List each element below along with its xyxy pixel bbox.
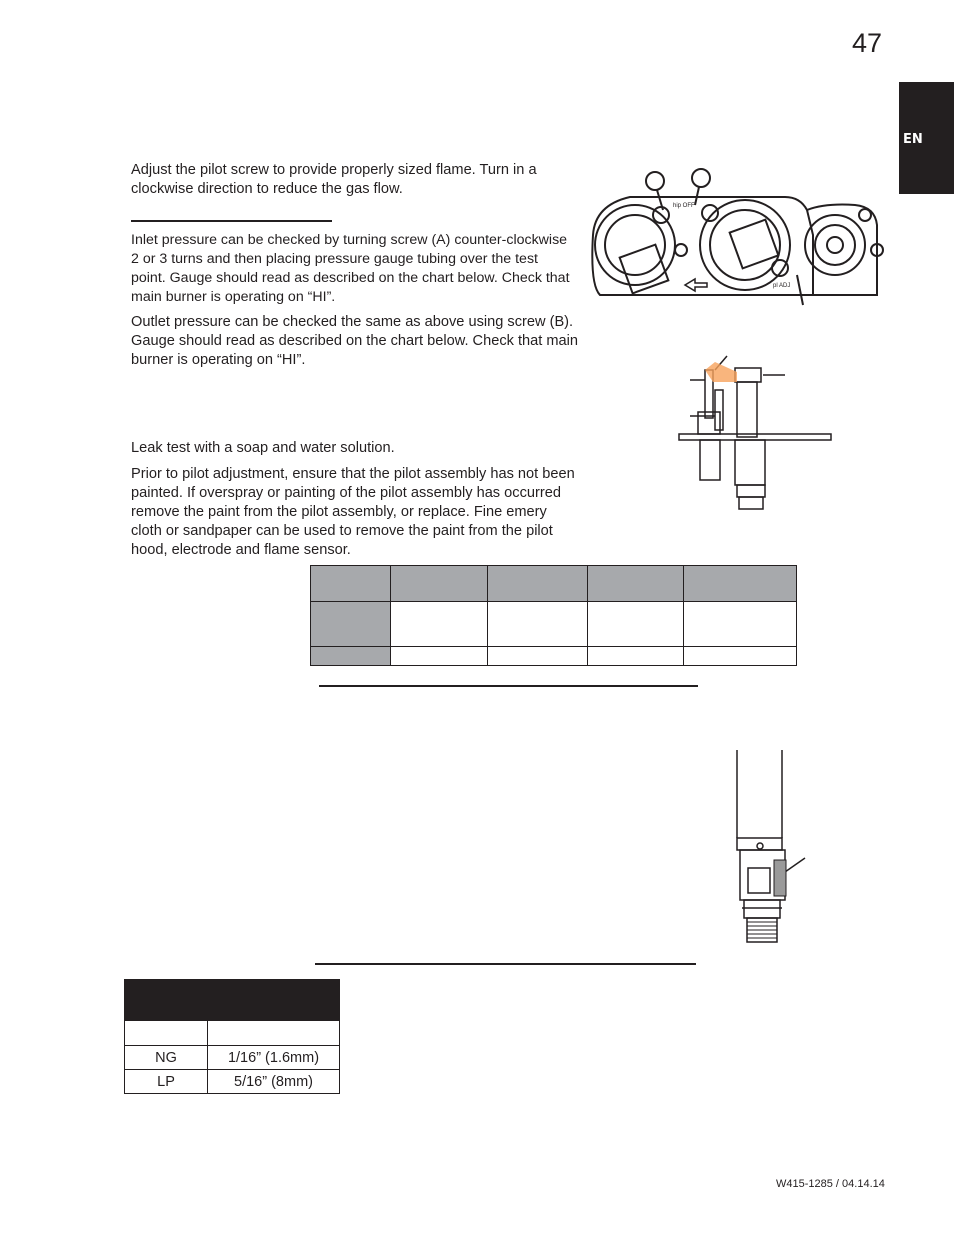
valve-print-hi-off: hip OFF — [673, 203, 695, 209]
burner-orifice-diagram — [730, 750, 810, 945]
opening-value: 1/16” (1.6mm) — [208, 1046, 340, 1070]
table-cell — [487, 647, 587, 666]
table-cell — [683, 566, 796, 602]
pilot-paint-text: Prior to pilot adjustment, ensure that the pilot assembly has not been painted. If overspray or painting of the pilot assembly has occurred remove the paint from the pilot assembly, or replace. Fine emery cloth or sandpaper can be used to remove the paint from the pilot hood, electrode and flame sensor. — [131, 466, 575, 558]
table-cell — [391, 602, 487, 647]
table-cell — [125, 1021, 208, 1046]
fuel-type: LP — [125, 1070, 208, 1094]
table-cell — [208, 1021, 340, 1046]
table-cell — [391, 647, 487, 666]
pilot-hood — [735, 368, 761, 382]
opening-table — [124, 979, 340, 1094]
outlet-pressure-text: Outlet pressure can be checked the same as above using screw (B). Gauge should read as described on the chart below. Check that main burner is operating on “HI”. — [131, 314, 579, 368]
inlet-pressure-text: Inlet pressure can be checked by turning screw (A) counter-clockwise 2 or 3 turns and then placing pressure gauge tubing over the test point. Gauge should read as described on the chart below. Check that main burner is operating on “HI”. — [131, 232, 570, 305]
table-cell — [587, 647, 683, 666]
section-rule — [319, 685, 698, 687]
air-shutter — [774, 860, 786, 896]
table-cell — [311, 566, 391, 602]
table-cell — [487, 602, 587, 647]
page-number: 47 — [852, 28, 883, 58]
language-tab-label: EN — [903, 132, 923, 147]
table-row — [125, 1046, 340, 1070]
table-cell — [311, 602, 391, 647]
pilot-adjustment-text: Adjust the pilot screw to provide properly sized flame. Turn in a clockwise direction to reduce the gas flow. — [131, 162, 537, 197]
table-cell — [311, 647, 391, 666]
section-rule — [131, 220, 332, 222]
screw-b-callout-circle — [692, 169, 710, 187]
table-header — [125, 980, 340, 1021]
document-code: W415-1285 / 04.14.14 — [776, 1178, 885, 1190]
gas-valve-diagram — [585, 165, 890, 310]
table-cell — [587, 602, 683, 647]
section-rule — [315, 963, 696, 965]
table-cell — [683, 602, 796, 647]
table-cell — [683, 647, 796, 666]
table-row — [125, 1070, 340, 1094]
valve-print-pl-adj: pl ADJ — [773, 283, 791, 289]
pressure-table — [310, 565, 797, 666]
table-cell — [587, 566, 683, 602]
opening-value: 5/16” (8mm) — [208, 1070, 340, 1094]
pilot-assembly-diagram — [675, 350, 840, 510]
table-cell — [487, 566, 587, 602]
fuel-type: NG — [125, 1046, 208, 1070]
table-cell — [391, 566, 487, 602]
pilot-electrode — [715, 390, 723, 430]
leak-test-text: Leak test with a soap and water solution. — [131, 440, 395, 456]
pilot-flame — [705, 362, 737, 382]
language-tab — [899, 82, 954, 194]
screw-a-callout-circle — [646, 172, 664, 190]
